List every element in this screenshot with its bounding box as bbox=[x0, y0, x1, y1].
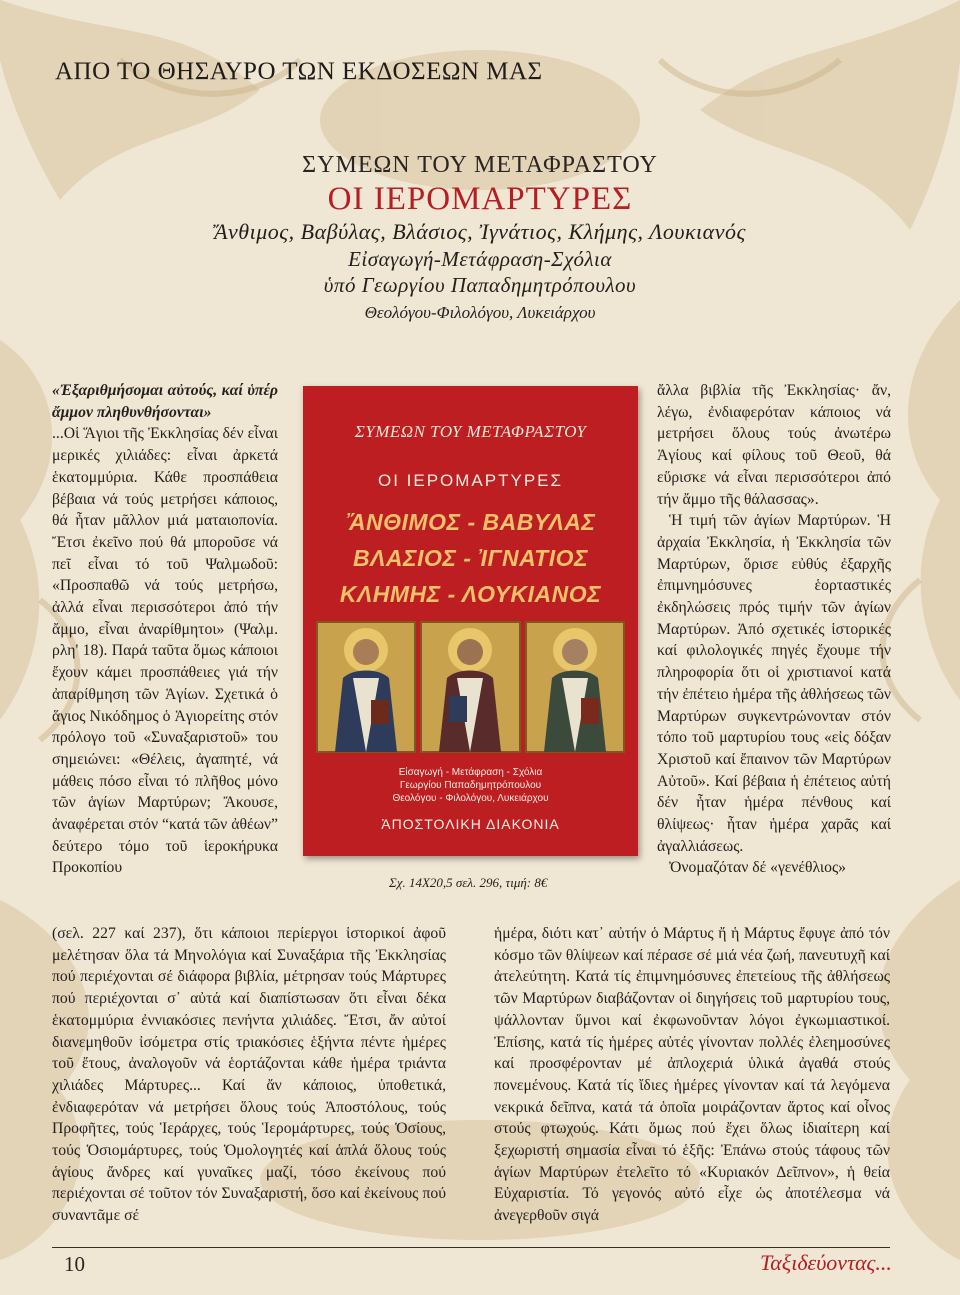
footer-divider bbox=[52, 1247, 890, 1248]
header-title: ΟΙ ΙΕΡΟΜΑΡΤΥΡΕΣ bbox=[327, 181, 633, 217]
cover-names bbox=[303, 504, 638, 612]
cover-credits bbox=[303, 766, 638, 805]
cover-names-line: ΒΛΑΣΙΟΣ - ἸΓΝΑΤΙΟΣ bbox=[352, 545, 589, 571]
book-cover bbox=[303, 386, 638, 856]
bottom-left-text: (σελ. 227 καί 237), ὅτι κάποιοι περίεργοι ἱστορικοί ἀφοῦ μελέτησαν ὅλα τά Μηνολόγια καί Συναξάρια τῆς Ἐκκλησίας πού περιέχονται σέ διάφορα βιβλία, μέτρησαν τούς Μάρτυρες πού περιέχονται σ᾽ αὐτά καί διαπίστωσαν ὅτι εἶναι δέκα ἑκατομμύρια ἐννιακόσιες πενήντα χιλιάδες. Ἔτσι, ἄν αὐτοί διανεμηθοῦν ἰσόμετρα στίς τριακόσιες ἑξήντα πέντε ἡμέρες τοῦ ἔτους, ἀναλογοῦν νά ἑορτάζονται κάθε ἡμέρα τριάντα χιλιάδες Μάρτυρες... Καί ἄν κάποιος, ὑποθετικά, ἐνδιαφερόταν νά μετρήσει ὅλους τούς Ἀποστόλους, τούς Προφῆτες, τούς Ἱεράρχες, τούς Ἱερομάρτυρες, τούς Ὁσίους, τούς Ὁσιομάρτυρες, τούς Ὁμολογητές καί ἁπλά ὅλους τούς ἁγίους ἄνδρες καί γυναῖκες μαζί, τόσο ἐκείνους πού περιέχονται σέ τοῦτον τόν Συναξαριστή, ὅσο καί ἐκείνους πού συναντᾶμε σέ bbox=[52, 925, 446, 1225]
bottom-right-column bbox=[494, 923, 890, 1227]
left-column bbox=[52, 380, 278, 879]
header-saint-names: Ἄνθιμος, Βαβύλας, Βλάσιος, Ἰγνάτιος, Κλήμης, Λουκιανός bbox=[214, 219, 746, 244]
cover-title: ΟΙ ΙΕΡΟΜΑΡΤΥΡΕΣ bbox=[377, 471, 564, 490]
article-header bbox=[0, 150, 960, 326]
cover-author: ΣΥΜΕΩΝ ΤΟΥ ΜΕΤΑΦΡΑΣΤΟΥ bbox=[354, 422, 587, 441]
cover-credits-line: Θεολόγου - Φιλολόγου, Λυκειάρχου bbox=[392, 793, 549, 804]
cover-names-line: ΚΛΗΜΗΣ - ΛΟΥΚΙΑΝΟΣ bbox=[339, 581, 602, 607]
cover-icons-illustration bbox=[313, 616, 628, 756]
magazine-name: Ταξιδεύοντας... bbox=[760, 1250, 892, 1275]
right-column-paragraph: Ὀνομαζόταν δέ «γενέθλιος» bbox=[669, 859, 847, 877]
header-credentials: Θεολόγου-Φιλολόγου, Λυκειάρχου bbox=[364, 303, 596, 322]
cover-credits-line: Εἰσαγωγή - Μετάφραση - Σχόλια bbox=[398, 767, 543, 778]
bottom-left-column bbox=[52, 923, 446, 1227]
right-column-paragraph: Ἡ τιμή τῶν ἁγίων Μαρτύρων. Ἡ ἀρχαία Ἐκκλησία, ἡ Ἐκκλησία τῶν Μαρτύρων, ὅρισε εὐθύς ἐξαρχῆς ἐπιμνημόσυνες ἑορταστικές ἐκδηλώσεις πρός τιμήν τῶν ἁγίων Μαρτύρων. Ἀπό σχετικές ἱστορικές καί φιλολογικές πηγές ἔχουμε τήν πληροφορία ὅτι οἱ χριστιανοί κατά τήν ἐπέτειο ἡμέρα τῆς ἀθλήσεως τῶν Μαρτύρων συγκεντρώνονταν στόν τόπο τοῦ μαρτυρίου τους «εἰς δόξαν Χριστοῦ καί ἔπαινον τῶν Μαρτύρων Αὐτοῦ». Καί βέβαια ἡ ἐπέτειος αὐτή δέν ἦταν ἡμέρα πένθους καί θλίψεως· ἦταν ἡμέρα χαρᾶς καί ἀγαλλιάσεως. bbox=[657, 512, 891, 855]
header-author: ΣΥΜΕΩΝ ΤΟΥ ΜΕΤΑΦΡΑΣΤΟΥ bbox=[302, 152, 658, 178]
section-title: ΑΠΟ ΤΟ ΘΗΣΑΥΡΟ ΤΩΝ ΕΚΔΟΣΕΩΝ ΜΑΣ bbox=[55, 58, 543, 85]
icon-saint-left bbox=[317, 622, 415, 752]
right-column bbox=[657, 380, 891, 879]
cover-credits-line: Γεωργίου Παπαδημητρόπουλου bbox=[399, 780, 542, 791]
bottom-right-text: ἡμέρα, διότι κατ᾽ αὐτήν ὁ Μάρτυς ἤ ἡ Μάρτυς ἔφυγε ἀπό τόν κόσμο τῶν θλίψεων καί πέρασε σέ μιά νέα ζωή, πανευτυχῆ καί ἀτελεύτητη. Κατά τίς ἐπιμνημόσυνες ἐπετείους τῆς ἀθλήσεως τῶν Μαρτύρων διαβάζονταν οἱ διηγήσεις τοῦ μαρτυρίου τους, ψάλλονταν ὕμνοι καί ἐκφωνοῦνταν λόγοι ἐγκωμιαστικοί. Ἐπίσης, κατά τίς ἡμέρες αὐτές γίνονταν πολλές ἐλεημοσύνες καί προσφέρονταν μέ ἀπλοχεριά ὑλικά ἀγαθά στούς πονεμένους. Κατά τίς ἴδιες ἡμέρες γίνονταν καί τά λεγόμενα νεκρικά δεῖπνα, κατά τά ὁποῖα μοιράζονταν ἄρτος καί οἶνος στούς φτωχούς. Κάτι ὅμως πού ἔχει ὅλως ἰδιαίτερη καί ξεχωριστή σημασία εἶναι τό ἑξῆς: Ἐπάνω στούς τάφους τῶν ἁγίων Μαρτύρων ἐτελεῖτο τό «Κυριακόν Δεῖπνον», ἡ θεία Εὐχαριστία. Τό γεγονός αὐτό εἶχε ὡς ἀποτέλεσμα νά ἀνεγερθοῦν σιγά bbox=[494, 925, 890, 1225]
icon-saint-right bbox=[526, 622, 624, 752]
book-caption: Σχ. 14Χ20,5 σελ. 296, τιμή: 8€ bbox=[389, 875, 548, 890]
opening-quote: «Ἐξαριθμήσομαι αὐτούς, καί ὑπέρ ἄμμον πληθυνθήσονται» bbox=[52, 382, 278, 421]
icon-saint-center bbox=[421, 622, 520, 752]
header-subtitle: Εἰσαγωγή-Μετάφραση-Σχόλια bbox=[348, 247, 612, 271]
page-number: 10 bbox=[64, 1252, 85, 1276]
header-byline: ὑπό Γεωργίου Παπαδημητρόπουλου bbox=[323, 273, 637, 297]
cover-names-line: ἌΝΘΙΜΟΣ - ΒΑΒΥΛΑΣ bbox=[345, 509, 596, 535]
right-column-paragraph: ἄλλα βιβλία τῆς Ἐκκλησίας· ἄν, λέγω, ἐνδιαφερόταν κάποιος νά μετρήσει ὅλους τούς ἀνωτέρω Ἁγίους καί φίλους τοῦ Θεοῦ, θά εὕρισκε νά εἶναι περισσότεροι ἀπό τήν ἄμμο τῆς θάλασσας». bbox=[657, 382, 891, 508]
left-column-text: ...Οἱ Ἅγιοι τῆς Ἐκκλησίας δέν εἶναι μερικές χιλιάδες: εἶναι ἀρκετά ἑκατομμύρια. Κάθε προσπάθεια βέβαια νά τούς μετρήσει κάποιος, θά ἦταν μᾶλλον μιά ματαιοπονία. Ἔτσι ἐκεῖνο πού θά μποροῦσε νά πεῖ εἶναι τό τοῦ Ψαλμωδοῦ: «Προσπαθῶ νά τούς μετρήσω, ἀλλά εἶναι περισσότεροι ἀπό τήν ἄμμο, εἶναι ἀναρίθμητοι» (Ψαλμ. ρλη' 18). Παρά ταῦτα ὅμως κάποιοι ἔχουν κάμει προσπάθειες γιά τήν ἀπαρίθμηση τῶν Ἁγίων. Σχετικά ὁ ἅγιος Νικόδημος ὁ Ἁγιορείτης στόν πρόλογο τοῦ «Συναξαριστοῦ» του σημειώνει: «Θέλεις, ἀγαπητέ, νά μάθεις πόσο εἶναι τό πλῆθος μόνο τῶν ἁγίων Μαρτύρων; Ἄκουσε, ἀναφέρεται στόν “κατά τῶν ἀθέων” δεύτερο τόμο τοῦ ἱεροκήρυκα Προκοπίου bbox=[52, 425, 278, 877]
cover-publisher: ἈΠΟΣΤΟΛΙΚΗ ΔΙΑΚΟΝΙΑ bbox=[381, 816, 560, 832]
